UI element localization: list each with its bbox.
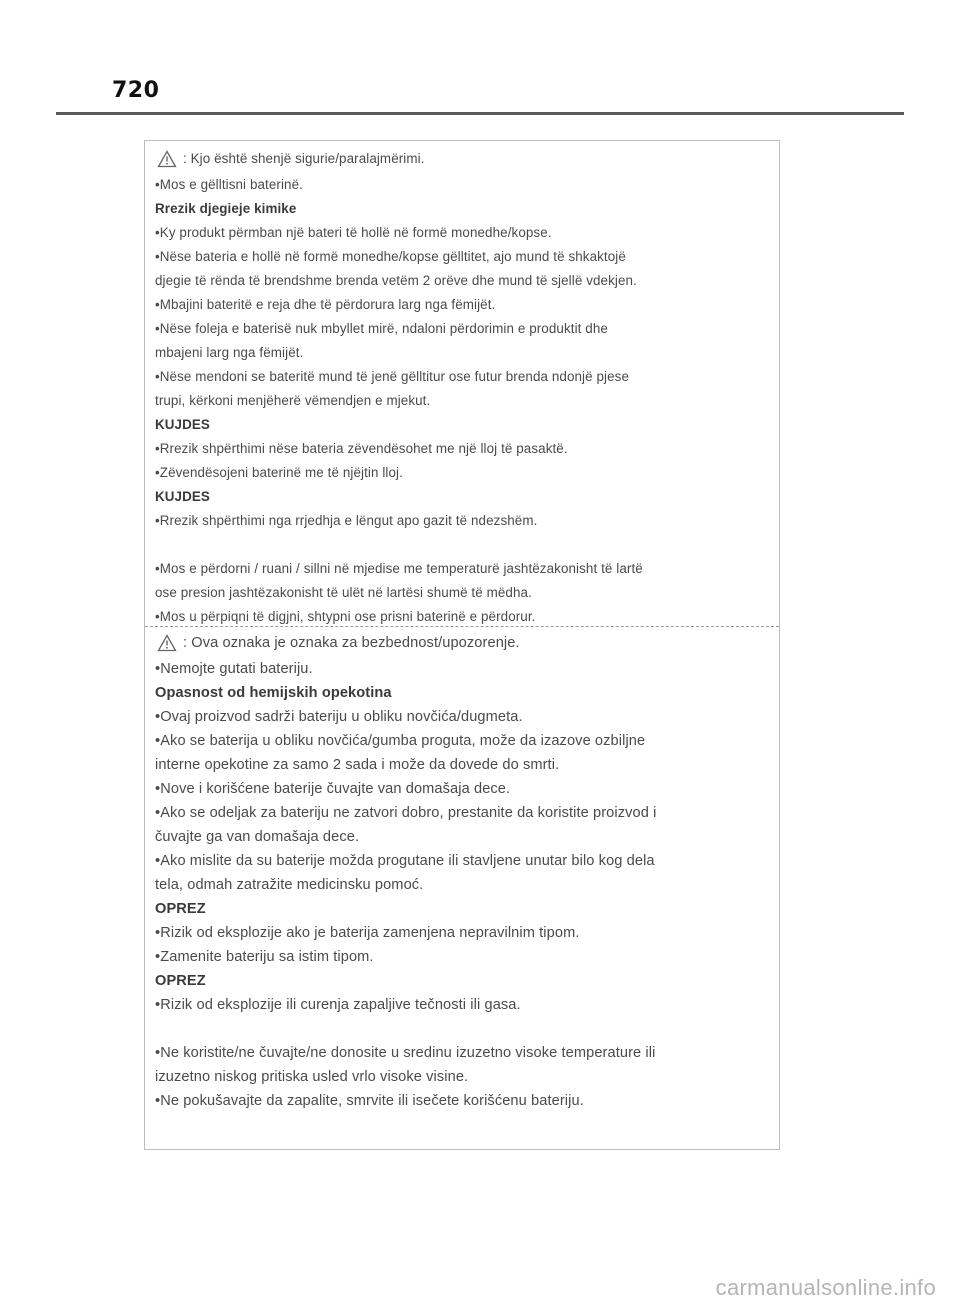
section-heading: OPREZ (155, 973, 206, 989)
notice-line: •Nëse foleja e baterisë nuk mbyllet mirë, ndaloni përdorimin e produktit dhe (155, 321, 608, 336)
notice-line: •Ne pokušavajte da zapalite, smrvite ili isečete korišćenu bateriju. (155, 1093, 584, 1109)
notice-line: interne opekotine za samo 2 sada i može da dovede do smrti. (155, 757, 560, 773)
warning-text: : Kjo është shenjë sigurie/paralajmërimi. (183, 151, 425, 166)
page-number: 720 (112, 78, 160, 103)
notice-line: •Ako mislite da su baterije možda progutane ili stavljene unutar bilo kog dela (155, 853, 655, 869)
section-heading: KUJDES (155, 489, 210, 504)
site-watermark: carmanualsonline.info (715, 1275, 936, 1300)
section-heading: OPREZ (155, 901, 206, 917)
header-rule (56, 112, 904, 115)
notice-line: •Mbajini bateritë e reja dhe të përdorura larg nga fëmijët. (155, 297, 496, 312)
notice-line: čuvajte ga van domašaja dece. (155, 829, 360, 845)
notice-line: •Rizik od eksplozije ili curenja zapaljive tečnosti ili gasa. (155, 997, 521, 1013)
section-divider (145, 626, 779, 627)
warning-line (155, 147, 425, 171)
notice-line: trupi, kërkoni menjëherë vëmendjen e mjekut. (155, 393, 431, 408)
section-heading: KUJDES (155, 417, 210, 432)
notice-line: •Ako se odeljak za bateriju ne zatvori dobro, prestanite da koristite proizvod i (155, 805, 657, 821)
notice-line: ose presion jashtëzakonisht të ulët në lartësi shumë të mëdha. (155, 585, 532, 600)
notice-line: •Nëse bateria e hollë në formë monedhe/kopse gëlltitet, ajo mund të shkaktojë (155, 249, 626, 264)
notice-line: •Rrezik shpërthimi nëse bateria zëvendësohet me një lloj të pasaktë. (155, 441, 568, 456)
notice-line: •Nove i korišćene baterije čuvajte van domašaja dece. (155, 781, 511, 797)
section-heading: Rrezik djegieje kimike (155, 201, 297, 216)
notice-line: •Mos u përpiqni të digjni, shtypni ose prisni baterinë e përdorur. (155, 609, 536, 624)
notice-line: •Nemojte gutati bateriju. (155, 661, 313, 677)
notice-line: •Rrezik shpërthimi nga rrjedhja e lëngut apo gazit të ndezshëm. (155, 513, 538, 528)
warning-text: : Ova oznaka je oznaka za bezbednost/upozorenje. (183, 635, 520, 651)
section-heading: Opasnost od hemijskih opekotina (155, 685, 392, 701)
notice-line: •Rizik od eksplozije ako je baterija zamenjena nepravilnim tipom. (155, 925, 580, 941)
albanian-warning-section (155, 147, 769, 624)
battery-safety-notice-box (144, 140, 780, 1150)
notice-line: •Ne koristite/ne čuvajte/ne donosite u sredinu izuzetno visoke temperature ili (155, 1045, 656, 1061)
warning-triangle-icon (157, 150, 177, 168)
notice-line: •Ako se baterija u obliku novčića/gumba proguta, može da izazove ozbiljne (155, 733, 646, 749)
warning-triangle-icon (157, 634, 177, 652)
notice-line: •Ovaj proizvod sadrži bateriju u obliku novčića/dugmeta. (155, 709, 523, 725)
notice-line: •Nëse mendoni se bateritë mund të jenë gëlltitur ose futur brenda ndonjë pjese (155, 369, 630, 384)
serbian-warning-section (155, 631, 769, 1131)
notice-line: •Mos e përdorni / ruani / sillni në mjedise me temperaturë jashtëzakonisht të lartë (155, 561, 643, 576)
blank-line (155, 533, 769, 557)
notice-line: •Ky produkt përmban një bateri të hollë në formë monedhe/kopse. (155, 225, 552, 240)
notice-line: mbajeni larg nga fëmijët. (155, 345, 304, 360)
notice-line: djegie të rënda të brendshme brenda vetëm 2 orëve dhe mund të sjellë vdekjen. (155, 273, 637, 288)
notice-line: izuzetno niskog pritiska usled vrlo visoke visine. (155, 1069, 469, 1085)
notice-line: •Zamenite bateriju sa istim tipom. (155, 949, 374, 965)
warning-line (155, 631, 520, 655)
notice-line: tela, odmah zatražite medicinsku pomoć. (155, 877, 424, 893)
notice-line: •Mos e gëlltisni baterinë. (155, 177, 303, 192)
blank-line (155, 1017, 769, 1041)
notice-line: •Zëvendësojeni baterinë me të njëjtin lloj. (155, 465, 403, 480)
